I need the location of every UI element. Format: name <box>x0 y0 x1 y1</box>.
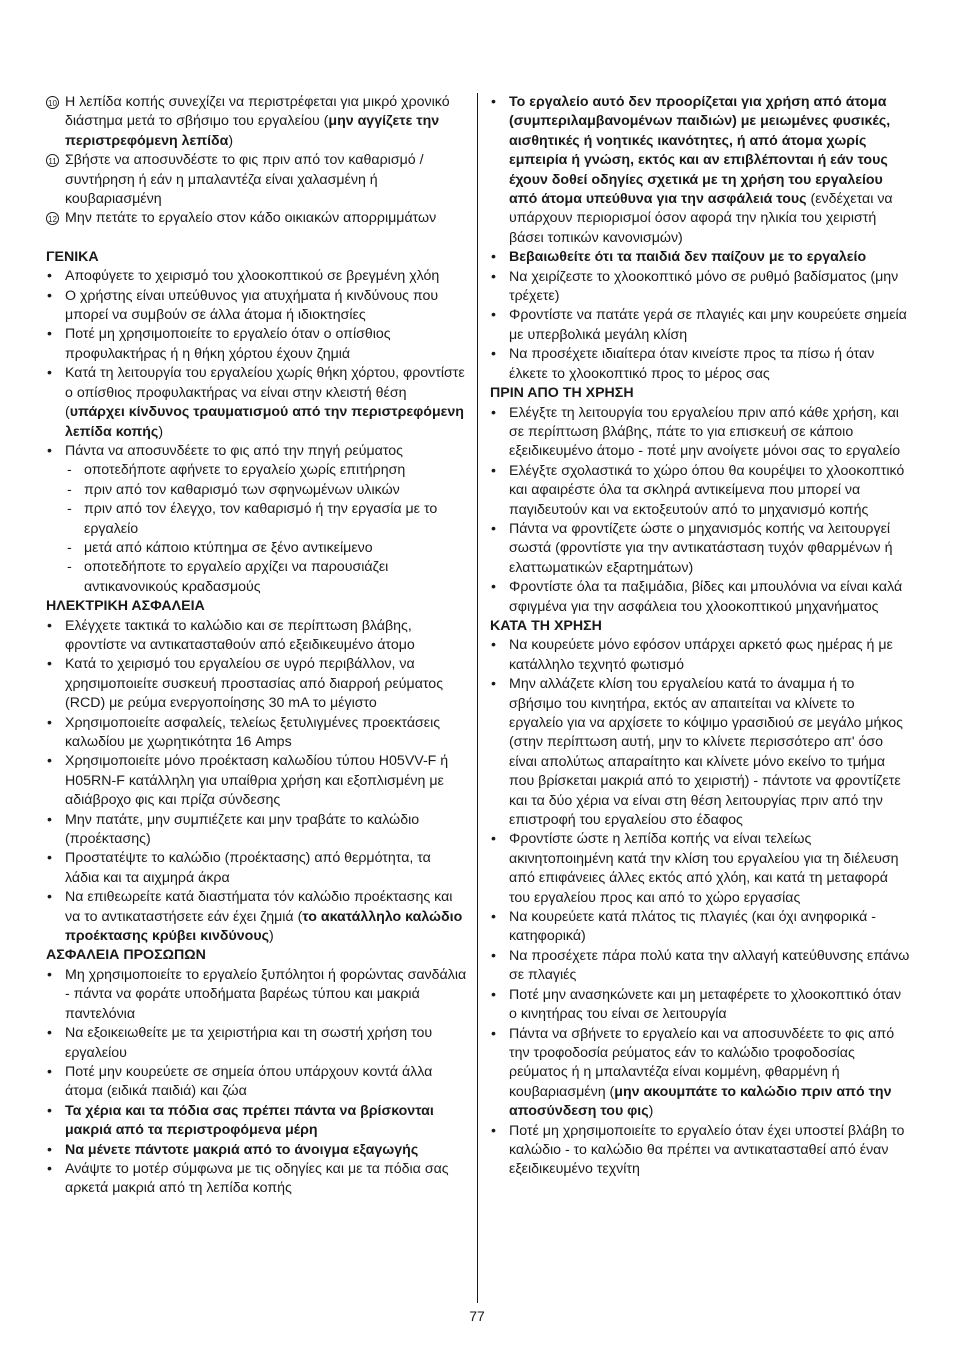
text-run: Ελέγξτε τη λειτουργία του εργαλείου πριν από κάθε χρήση, και σε περίπτωση βλάβης, πάτε το για επισκευή σε κάποιο εξειδικευμένο άτομο - ποτέ μην ανοίγετε μόνοι σας το εργαλείο <box>509 404 901 460</box>
right-column <box>490 93 911 1180</box>
text-run: Πάντα να σβήνετε το εργαλείο και να αποσυνδέετε το φις από την τροφοδοσία ρεύματος εάν το καλώδιο τροφοδοσίας ρεύματος ή η μπαλαντέζα είναι κομμένη, φθαρμένη ή κουβαριασμένη ( <box>509 1025 895 1100</box>
bold-text: μην αγγίζετε την περιστρεφόμενη λεπίδα <box>65 113 440 149</box>
list-item <box>46 442 467 461</box>
list-item <box>490 636 911 675</box>
bullet-list <box>46 617 467 947</box>
text-run: Να κουρεύετε μόνο εφόσον υπάρχει αρκετό φως ημέρας ή με κατάλληλο τεχνητό φωτισμό <box>509 637 893 673</box>
numbered-item <box>46 151 467 209</box>
list-item <box>490 306 911 345</box>
list-item <box>46 966 467 1024</box>
text-run: Φροντίστε όλα τα παξιμάδια, βίδες και μπουλόνια να είναι καλά σφιγμένα για την ασφάλεια του χλοοκοπτικού μηχανήματος <box>509 579 903 615</box>
text-run: ) <box>228 132 234 149</box>
text-run: πριν από τον έλεγχο, τον καθαρισμό ή την εργασία με το εργαλείο <box>84 501 438 537</box>
text-run: Να κουρεύετε κατά πλάτος τις πλαγιές (και όχι ανηφορικά - κατηφορικά) <box>509 909 876 945</box>
sub-list-item <box>46 461 467 480</box>
text-run: Ποτέ μη χρησιμοποιείτε το εργαλείο όταν έχει υποστεί βλάβη το καλώδιο - το καλώδιο θα πρέπει να αντικατασταθεί από έναν εξειδικευμένο τεχνίτη <box>509 1122 905 1178</box>
text-run: Ανάψτε το μοτέρ σύμφωνα με τις οδηγίες και με τα πόδια σας αρκετά μακριά από τη λεπίδα κοπής <box>65 1160 449 1197</box>
text-run: Ποτέ μην κουρεύετε σε σημεία όπου υπάρχουν κοντά άλλα άτομα (ειδικά παιδιά) και ζώα <box>65 1063 433 1100</box>
text-run: Αποφύγετε το χειρισμό του χλοοκοπτικού σε βρεγμένη χλόη <box>65 268 440 285</box>
bold-text: Το εργαλείο αυτό δεν προορίζεται για χρήση από άτομα (συμπεριλαμβανομένων παιδιών) με μειωμένες φυσικές, αισθητικές ή νοητικές ικανότητες, ή από άτομα χωρίς εμπειρία ή γνώση, εκτός και αν επιβλέπονται ή εάν τους έχουν δοθεί οδηγίες σχετικά με τη χρήση του εργαλείου από άτομα υπεύθυνα για την ασφάλειά τους <box>509 94 891 208</box>
list-item <box>490 404 911 462</box>
list-item <box>46 655 467 713</box>
text-run: Ελέγξτε σχολαστικά το χώρο όπου θα κουρέψει το χλοοκοπτικό και αφαιρέστε όλα τα σκληρά αντικείμενα που μπορεί να παγιδευτούν και να εκτοξευτούν από το μηχανισμό κοπής <box>509 462 905 518</box>
list-item <box>490 578 911 617</box>
bold-text: Βεβαιωθείτε ότι τα παιδιά δεν παίζουν με το εργαλείο <box>509 249 867 266</box>
text-run: Η λεπίδα κοπής συνεχίζει να περιστρέφεται για μικρό χρονικό διάστημα μετά το σβήσιμο του εργαλείου ( <box>65 94 450 130</box>
text-run: (ενδέχεται να υπάρχουν περιορισμοί όσον αφορά την ηλικία του χειριστή βάσει τοπικών κανονισμών) <box>509 191 893 246</box>
sub-list-item <box>46 558 467 597</box>
text-run: Μην πετάτε το εργαλείο στον κάδο οικιακών απορριμμάτων <box>65 210 437 227</box>
list-item <box>46 1141 467 1160</box>
circled-number: 11 <box>46 154 59 167</box>
page-number: 77 <box>469 1308 485 1324</box>
list-item <box>46 811 467 850</box>
text-run: Χρησιμοποιείτε ασφαλείς, τελείως ξετυλιγμένες προεκτάσεις καλωδίου με χωρητικότητα 16 Amps <box>65 714 441 750</box>
text-run: Να χειρίζεστε το χλοοκοπτικό μόνο σε ρυθμό βαδίσματος (μην τρέχετε) <box>509 268 899 305</box>
left-column <box>46 93 467 1199</box>
text-run: Προστατέψτε το καλώδιο (προέκτασης) από θερμότητα, τα λάδια και τα αιχμηρά άκρα <box>65 850 431 886</box>
bullet-list <box>46 267 467 597</box>
list-item <box>490 268 911 307</box>
text-run: οποτεδήποτε το εργαλείο αρχίζει να παρουσιάζει αντικανονικούς κραδασμούς <box>84 559 389 595</box>
section-heading: ΗΛΕΚΤΡΙΚΗ ΑΣΦΑΛΕΙΑ <box>46 598 205 615</box>
text-run: Να προσέχετε πάρα πολύ κατα την αλλαγή κατεύθυνσης επάνω σε πλαγιές <box>509 947 910 984</box>
text-run: οποτεδήποτε αφήνετε το εργαλείο χωρίς επιτήρηση <box>84 462 406 479</box>
bold-text: Να μένετε πάντοτε μακριά από το άνοιγμα εξαγωγής <box>65 1141 419 1158</box>
bold-text: το ακατάλληλο καλώδιο προέκτασης κρύβει κινδύνους <box>65 908 463 945</box>
numbered-item <box>46 209 467 228</box>
text-run: Πάντα να φροντίζετε ώστε ο μηχανισμός κοπής να λειτουργεί σωστά (φροντίστε για την αντικατάσταση τυχόν φθαρμένων ή ελαττωματικών εξαρτημάτων) <box>509 520 893 576</box>
text-run: Μην πατάτε, μην συμπιέζετε και μην τραβάτε το καλώδιο (προέκτασης) <box>65 811 420 848</box>
section-heading: ΠΡΙΝ ΑΠΟ ΤΗ ΧΡΗΣΗ <box>490 385 634 402</box>
bold-text: Τα χέρια και τα πόδια σας πρέπει πάντα να βρίσκονται μακριά από τα περιστροφόμενα μέρη <box>65 1102 434 1139</box>
list-item <box>490 1122 911 1180</box>
list-item <box>490 345 911 384</box>
text-run: Φροντίστε να πατάτε γερά σε πλαγιές και μην κουρεύετε σημεία με υπερβολικά μεγάλη κλίση <box>509 307 907 343</box>
list-item <box>46 714 467 753</box>
bullet-list <box>46 966 467 1199</box>
text-run: Ποτέ μην ανασηκώνετε και μη μεταφέρετε το χλοοκοπτικό όταν ο κινητήρας του είναι σε λειτουργία <box>509 986 902 1023</box>
text-run: Ελέγχετε τακτικά το καλώδιο και σε περίπτωση βλάβης, φροντίστε να αντικατασταθούν από εξειδικευμένο άτομο <box>65 617 415 653</box>
text-run: Μη χρησιμοποιείτε το εργαλείο ξυπόλητοι ή φορώντας σανδάλια - πάντα να φοράτε υποδήματα βαρέως τύπου και μακριά παντελόνια <box>65 966 467 1022</box>
section-heading: ΑΣΦΑΛΕΙΑ ΠΡΟΣΩΠΩΝ <box>46 947 206 964</box>
sub-list-item <box>46 481 467 500</box>
text-run: Χρησιμοποιείτε μόνο προέκταση καλωδίου τύπου H05VV-F ή H05RN-F κατάλληλη για υπαίθρια χρήση και εξοπλισμένη με αδιάβροχο φις και πρίζα σύνδεσης <box>65 753 449 809</box>
text-run: Ο χρήστης είναι υπεύθυνος για ατυχήματα ή κινδύνους που μπορεί να συμβούν σε άλλα άτομα ή ιδιοκτησίες <box>65 287 439 324</box>
list-item <box>46 849 467 888</box>
list-item <box>46 617 467 656</box>
text-run: Να επιθεωρείτε κατά διαστήματα τόν καλώδιο προέκτασης και να το αντικαταστήσετε εάν έχει ζημιά ( <box>65 889 453 925</box>
list-item <box>490 675 911 830</box>
list-item <box>490 947 911 986</box>
list-item <box>490 248 911 267</box>
text-run: Κατά τη λειτουργία του εργαλείου χωρίς θήκη χόρτου, φροντίστε ο οπίσθιος προφυλακτήρας να είναι στην κλειστή θέση ( <box>65 365 465 421</box>
list-item <box>46 267 467 286</box>
circled-number: 12 <box>46 212 59 225</box>
list-item <box>46 1160 467 1199</box>
circled-number: 10 <box>46 96 59 109</box>
list-item <box>490 908 911 947</box>
sub-list-item <box>46 539 467 558</box>
section-heading: ΓΕΝΙΚΑ <box>46 248 99 265</box>
list-item <box>46 1024 467 1063</box>
text-run: Σβήστε να αποσυνδέστε το φις πριν από τον καθαρισμό / συντήρηση ή εάν η μπαλαντέζα είναι χαλασμένη ή κουβαριασμένη <box>65 152 424 208</box>
bullet-list <box>490 636 911 1179</box>
list-item <box>46 287 467 326</box>
list-item <box>46 1102 467 1141</box>
list-item <box>46 1063 467 1102</box>
text-run: Να εξοικειωθείτε με τα χειριστήρια και τη σωστή χρήση του εργαλείου <box>65 1025 433 1061</box>
list-item <box>490 520 911 578</box>
text-run: Να προσέχετε ιδιαίτερα όταν κινείστε προς τα πίσω ή όταν έλκετε το χλοοκοπτικό προς το μέρος σας <box>509 346 875 382</box>
bold-text: υπάρχει κίνδυνος τραυματισμού από την περιστρεφόμενη λεπίδα κοπής <box>65 404 464 440</box>
text-run: μετά από κάποιο κτύπημα σε ξένο αντικείμενο <box>84 539 373 556</box>
text-run: Πάντα να αποσυνδέετε το φις από την πηγή ρεύματος <box>65 442 404 459</box>
list-item <box>46 888 467 946</box>
text-run: πριν από τον καθαρισμό των σφηνωμένων υλικών <box>84 481 400 498</box>
section-heading: ΚΑΤΑ ΤΗ ΧΡΗΣΗ <box>490 617 602 634</box>
column-divider <box>477 93 478 1303</box>
text-run: ) <box>269 928 274 945</box>
list-item <box>490 830 911 908</box>
list-item <box>490 462 911 520</box>
bullet-list <box>490 404 911 617</box>
sub-list-item <box>46 500 467 539</box>
text-run: Μην αλλάζετε κλίση του εργαλείου κατά το άναμμα ή το σβήσιμο του κινητήρα, εκτός αν απαιτείται να κλίνετε το εργαλείο για να αρχίσετε το κόψιμο γρασιδιού σε μεγάλο μήκος (στην περίπτωση αυτή, μην το κλίνετε περισσότερο απ' όσο είναι απολύτως απαραίτητο και κλίνετε μόνο εκείνο το τμήμα που βρίσκεται μακριά από το χειριστή) - πάντοτε να φροντίζετε και τα δύο χέρια να είναι στη θέση λειτουργίας πριν από την επιστροφή του εργαλείου στο έδαφος <box>509 676 904 829</box>
text-run: ) <box>648 1103 654 1120</box>
text-run: ) <box>158 423 164 440</box>
spacer <box>46 229 467 248</box>
bold-text: μην ακουμπάτε το καλώδιο πριν από την αποσύνδεση του φις <box>509 1083 892 1120</box>
numbered-item <box>46 93 467 151</box>
text-run: Φροντίστε ώστε η λεπίδα κοπής να είναι τελείως ακινητοποιημένη κατά την κλίση του εργαλείου για τη διέλευση από επιφάνειες άλλες εκτός από χλόη, και κατά τη μεταφορά του εργαλείου προς και από το χώρο εργασίας <box>509 831 899 906</box>
list-item <box>490 93 911 248</box>
list-item <box>490 1025 911 1122</box>
list-item <box>46 364 467 442</box>
text-run: Ποτέ μη χρησιμοποιείτε το εργαλείο όταν ο οπίσθιος προφυλακτήρας ή η θήκη χόρτου έχουν ζημιά <box>65 326 391 362</box>
list-item <box>490 986 911 1025</box>
list-item <box>46 325 467 364</box>
list-item <box>46 752 467 810</box>
text-run: Κατά το χειρισμό του εργαλείου σε υγρό περιβάλλον, να χρησιμοποιείτε συσκευή προστασίας από διαρροή ρεύματος (RCD) με ρεύμα ενεργοποίησης 30 mA το μέγιστο <box>65 656 444 712</box>
bullet-list <box>490 93 911 384</box>
